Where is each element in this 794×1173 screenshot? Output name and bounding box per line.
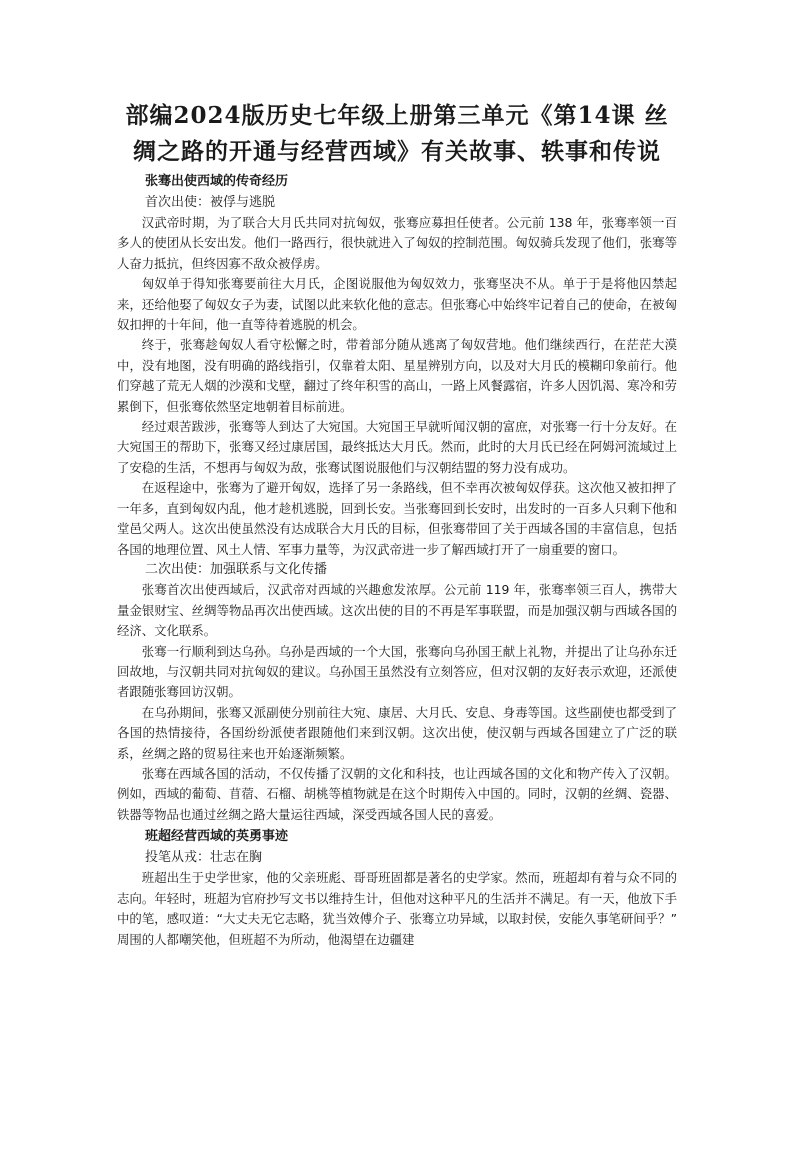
section-heading: 班超经营西域的英勇事迹 (145, 829, 289, 845)
paragraph: 汉武帝时期，为了联合大月氏共同对抗匈奴，张骞应募担任使者。公元前 138 年，张骞率领一百多人的使团从长安出发。他们一路西行，很快就进入了匈奴的控制范围。匈奴骑兵发现了他们，张骞等人奋力抵抗，但终因寡不敌众被俘虏。 (117, 215, 677, 271)
sub-heading: 二次出使：加强联系与文化传播 (145, 561, 328, 577)
sub-heading: 投笔从戎：壮志在胸 (145, 849, 263, 865)
paragraph: 张骞首次出使西域后，汉武帝对西域的兴趣愈发浓厚。公元前 119 年，张骞率领三百人，携带大量金银财宝、丝绸等物品再次出使西域。这次出使的目的不再是军事联盟，而是加强汉朝与西域各国的经济、文化联系。 (117, 582, 677, 639)
paragraph: 班超出生于史学世家，他的父亲班彪、哥哥班固都是著名的史学家。然而，班超却有着与众不同的志向。年轻时，班超为官府抄写文书以维持生计，但他对这种平凡的生活并不满足。有一天，他放下手中的笔，感叹道：“大丈夫无它志略，犹当效傅介子、张骞立功异域，以取封侯，安能久事笔研间乎？” 周围的人都嘲笑他，但班超不为所动，他渴望在边疆建 (117, 870, 677, 947)
paragraph: 匈奴单于得知张骞要前往大月氏，企图说服他为匈奴效力，张骞坚决不从。单于于是将他囚禁起来，还给他娶了匈奴女子为妻，试图以此来软化他的意志。但张骞心中始终牢记着自己的使命，在被匈奴扣押的十年间，他一直等待着逃脱的机会。 (117, 276, 677, 333)
sub-heading: 首次出使：被俘与逃脱 (145, 194, 276, 210)
section-heading: 张骞出使西域的传奇经历 (145, 174, 289, 189)
paragraph: 在返程途中，张骞为了避开匈奴，选择了另一条路线，但不幸再次被匈奴俘获。这次他又被扣押了一年多，直到匈奴内乱，他才趁机逃脱，回到长安。当张骞回到长安时，出发时的一百多人只剩下他和堂邑父两人。这次出使虽然没有达成联合大月氏的目标，但张骞带回了关于西域各国的丰富信息，包括各国的地理位置、风土人情、军事力量等，为汉武帝进一步了解西域打开了一扇重要的窗口。 (117, 480, 677, 557)
title-line-2: 绸之路的开通与经营西域》有关故事、轶事和传说 (133, 138, 661, 165)
paragraph: 张骞在西域各国的活动，不仅传播了汉朝的文化和科技，也让西域各国的文化和物产传入了汉朝。例如，西域的葡萄、苜蓿、石榴、胡桃等植物就是在这个时期传入中国的。同时，汉朝的丝绸、瓷器、铁器等物品也通过丝绸之路大量运往西域，深受西域各国人民的喜爱。 (117, 766, 677, 822)
document-title (117, 98, 677, 170)
paragraph: 张骞一行顺利到达乌孙。乌孙是西域的一个大国，张骞向乌孙国王献上礼物，并提出了让乌孙东迁回故地，与汉朝共同对抗匈奴的建议。乌孙国王虽然没有立刻答应，但对汉朝的友好表示欢迎，还派使者跟随张骞回访汉朝。 (117, 643, 677, 700)
paragraph: 经过艰苦跋涉，张骞等人到达了大宛国。大宛国王早就听闻汉朝的富庶，对张骞一行十分友好。在大宛国王的帮助下，张骞又经过康居国，最终抵达大月氏。然而，此时的大月氏已经在阿姆河流域过上了安稳的生活，不想再与匈奴为敌，张骞试图说服他们与汉朝结盟的努力没有成功。 (117, 419, 677, 475)
title-line-1: 部编2024版历史七年级上册第三单元《第14课 丝 (125, 102, 669, 129)
paragraph: 在乌孙期间，张骞又派副使分别前往大宛、康居、大月氏、安息、身毒等国。这些副使也都受到了各国的热情接待，各国纷纷派使者跟随他们来到汉朝。这次出使，使汉朝与西域各国建立了广泛的联系，丝绸之路的贸易往来也开始逐渐频繁。 (117, 704, 677, 761)
paragraph: 终于，张骞趁匈奴人看守松懈之时，带着部分随从逃离了匈奴营地。他们继续西行，在茫茫大漠中，没有地图，没有明确的路线指引，仅靠着太阳、星星辨别方向，以及对大月氏的模糊印象前行。他们穿越了荒无人烟的沙漠和戈壁，翻过了终年积雪的高山，一路上风餐露宿，许多人因饥渴、寒冷和劳累倒下，但张骞依然坚定地朝着目标前进。 (117, 337, 677, 414)
document-body (117, 170, 677, 1173)
